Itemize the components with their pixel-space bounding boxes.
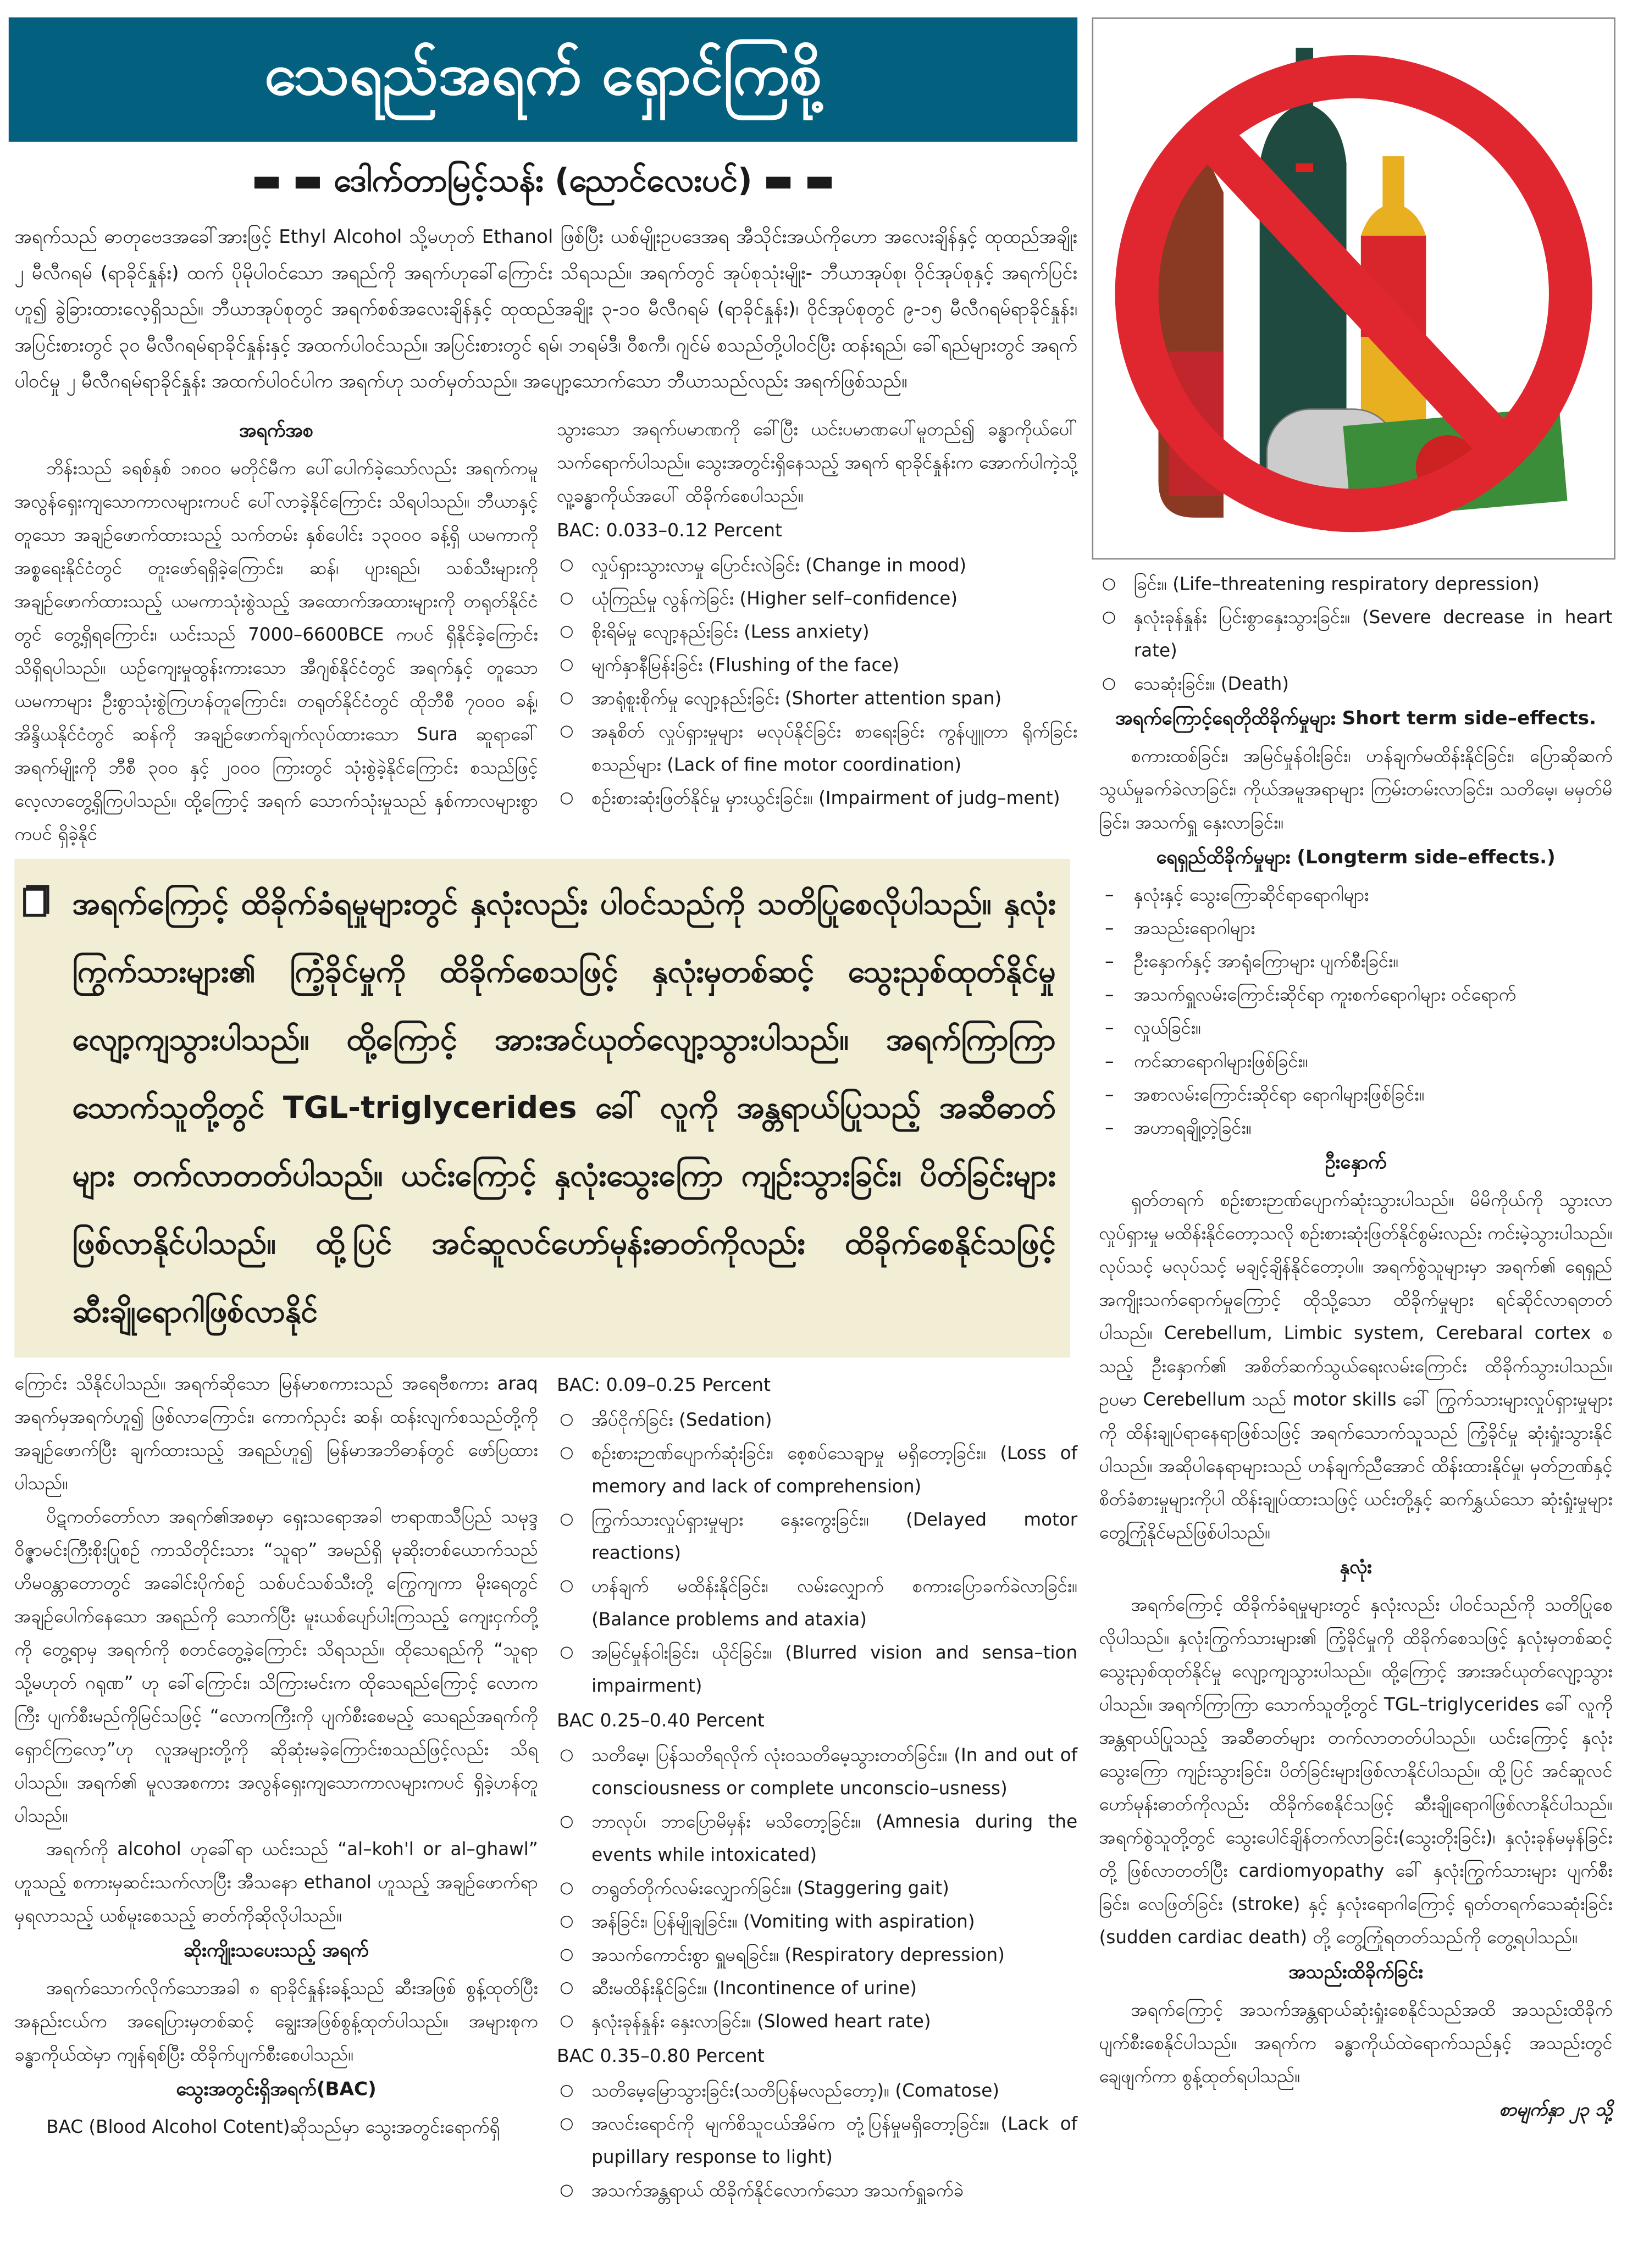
bac-list-continued [1099, 567, 1613, 700]
list-item: ○ တရွတ်တိုက်လမ်းလျှောက်ခြင်း။ (Staggering gait) [591, 1871, 1077, 1905]
column-1-top [14, 412, 538, 850]
list-item: ○ အသက်ကောင်းစွာ ရှူမရခြင်း။ (Respiratory depression) [591, 1938, 1077, 1971]
list-item: ○ နှလုံးခုန်နှုန်း နှေးလာခြင်း။ (Slowed heart rate) [591, 2004, 1077, 2038]
intro-paragraph: အရက်သည် ဓာတုဗေဒအခေါ်အားဖြင့် Ethyl Alcohol သို့မဟုတ် Ethanol ဖြစ်ပြီး ယစ်မျိုးဥပဒေအရ အီသိုင်းအယ်ကိုဟော အလေးချိန်နှင့် ထုထည်အချိုး ၂ မီလီဂရမ် (ရာခိုင်နှုန်း) ထက် ပိုမိုပါဝင်သော အရည်ကို အရက်ဟုခေါ်ကြောင်း သိရသည်။ အရက်တွင် အုပ်စုသုံးမျိုး- ဘီယာအုပ်စု၊ ဝိုင်အုပ်စုနှင့် အရက်ပြင်းဟူ၍ ခွဲခြားထားလေ့ရှိသည်။ ဘီယာအုပ်စုတွင် အရက်စစ်အလေးချိန်နှင့် ထုထည်အချိုး ၃-၁၀ မီလီဂရမ် (ရာခိုင်နှုန်း)၊ ဝိုင်အုပ်စုတွင် ၉-၁၅ မီလီဂရမ်ရာခိုင်နှုန်း၊ အပြင်းစားတွင် ၃၀ မီလီဂရမ်ရာခိုင်နှုန်းနှင့် အထက်ပါဝင်သည်။ အပြင်းစားတွင် ရမ်၊ ဘရမ်ဒီ၊ ဝီစကီ၊ ဂျင်မ် စသည်တို့ပါဝင်ပြီး ထန်းရည်၊ ခေါ်ရည်များတွင် အရက်ပါဝင်မှု ၂ မီလီဂရမ်ရာခိုင်နှုန်း အထက်ပါဝင်ပါက အရက်ဟု သတ်မှတ်သည်။ အပျော့သောက်သော ဘီယာသည်လည်း အရက်ဖြစ်သည်။ [14, 227, 1078, 393]
section-heading: အရက်အစ [239, 420, 314, 443]
section-heading: အရက်ကြောင့်ရေတိုထိခိုက်မှုများ Short term side–effects. [1115, 708, 1597, 730]
longterm-list [1099, 878, 1613, 1144]
paragraph: အရက်ကြောင့် အသက်အန္တရာယ်ဆုံးရှုံးစေနိုင်သည်အထိ အသည်းထိခိုက်ပျက်စီးစေနိုင်ပါသည်။ အရက်က ခန္ဓာကိုယ်ထဲရောက်သည်နှင့် အသည်းတွင် ချေဖျက်ကာ စွန့်ထုတ်ရပါသည်။ [1099, 1998, 1613, 2087]
paragraph: စကားထစ်ခြင်း၊ အမြင်မှုန်ဝါးခြင်း၊ ဟန်ချက်မထိန်းနိုင်ခြင်း၊ ပြောဆိုဆက်သွယ်မှုခက်ခဲလာခြင်း၊ ကိုယ်အမူအရာများ ကြမ်းတမ်းလာခြင်း၊ သတိမေ့၊ မမှတ်မိခြင်း၊ အသက်ရှူ နှေးလာခြင်း။ [1099, 745, 1613, 833]
no-alcohol-sign-icon [1093, 19, 1614, 558]
author-byline: ▬ ▬ ဒေါက်တာမြင့်သန်း (ညောင်လေးပင်) ▬ ▬ [251, 163, 835, 200]
list-item: – အသက်ရှူလမ်းကြောင်းဆိုင်ရာ ကူးစက်ရောဂါများ ဝင်ရောက် [1134, 978, 1613, 1011]
list-item: ○ အမြင်မှုန်ဝါးခြင်း၊ ယိုင်ခြင်း။ (Blurred vision and sensa–tion impairment) [591, 1635, 1077, 1702]
highlight-box [14, 859, 1070, 1358]
bac-heading: BAC 0.35–0.80 Percent [556, 2044, 765, 2066]
top-columns [9, 412, 1077, 850]
bottom-columns [9, 1366, 1077, 2206]
article-title: သေရည်အရက် ရှောင်ကြစို့ [9, 18, 1077, 142]
list-item: ○ သေဆုံးခြင်း။ (Death) [1134, 667, 1613, 700]
column-2-bottom [557, 1366, 1077, 2206]
list-item: ○ အသက်အန္တရာယ် ထိခိုက်နိုင်လောက်သော အသက်ရှူခက်ခဲ [591, 2173, 1077, 2207]
section-heading: ဆိုးကျိုးသပေးသည့် အရက် [184, 1940, 369, 1962]
list-item: – အသည်းရောဂါများ [1134, 911, 1613, 945]
beer-label: BEER [1179, 414, 1196, 453]
paragraph: ဘိန်းသည် ခရစ်နှစ် ၁၈၀၀ မတိုင်မီက ပေါ်ပေါက်ခဲ့သော်လည်း အရက်ကမူ အလွန်ရှေးကျသောကာလများကပင် ပေါ်လာခဲ့နိုင်ကြောင်း သိရပါသည်။ ဘီယာနှင့်တူသော အချဉ်ဖောက်ထားသည့် သက်တမ်း နှစ်ပေါင်း ၁၃၀၀၀ ခန့်ရှိ ယမကာကို အစ္စရေးနိုင်ငံတွင် တူးဖော်ရရှိခဲ့ကြောင်း၊ ဆန်၊ ပျားရည်၊ သစ်သီးများကို အချဉ်ဖောက်ထားသည့် ယမကာသုံးစွဲသည့် အထောက်အထားများကို တရုတ်နိုင်ငံတွင် တွေ့ရှိရကြောင်း၊ ယင်းသည် 7000–6600BCE ကပင် ရှိနိုင်ခဲ့ကြောင်း သိရှိရပါသည်။ ယဉ်ကျေးမှုထွန်းကားသော အီဂျစ်နိုင်ငံတွင် အရက်နှင့် တူသော ယမကာများ ဦးစွာသုံးစွဲကြဟန်တူကြောင်း၊ တရုတ်နိုင်ငံတွင် ထိုဘီစီ ၇၀၀၀ ခန့်၊ အိန္ဒိယနိုင်ငံတွင် ဆန်ကို အချဉ်ဖောက်ချက်လုပ်ထားသော Sura ဆူရာခေါ် အရက်မျိုးကို ဘီစီ ၃၀၀ နှင့် ၂၀၀၀ ကြားတွင် သုံးစွဲခဲ့နိုင်ကြောင်း စသည်ဖြင့် လေ့လာတွေ့ရှိကြပါသည်။ ထို့ကြောင့် အရက် သောက်သုံးမှုသည် နှစ်ကာလများစွာကပင် ရှိခဲ့နိုင် [14, 457, 538, 845]
paragraph: ရှတ်တရက် စဉ်းစားဉာဏ်ပျောက်ဆုံးသွားပါသည်။ မိမိကိုယ်ကို သွားလာလှုပ်ရှားမှု မထိန်းနိုင်တော့သလို စဉ်းစားဆုံးဖြတ်နိုင်စွမ်းလည်း ကင်းမဲ့သွားပါသည်။ လုပ်သင့် မလုပ်သင့် မချင့်ချိန်နိုင်တော့ပါ။ အရက်စွဲသူများမှာ အရက်၏ ရေရှည်အကျိုးသက်ရောက်မှုကြောင့် ထိုသို့သော ထိခိုက်မှုများ ရင်ဆိုင်လာရတတ်ပါသည်။ Cerebellum, Limbic system, Cerebaral cortex စသည့် ဦးနှောက်၏ အစိတ်ဆက်သွယ်ရေးလမ်းကြောင်း ထိခိုက်သွားပါသည်။ ဥပမာ Cerebellum သည် motor skills ခေါ် ကြွက်သားများလှုပ်ရှားမှုများကို ထိန်းချုပ်ရာနေရာဖြစ်သဖြင့် အရက်သောက်သူသည် ကြံ့ခိုင်မှု ဆုံးရှုံးသွားနိုင်ပါသည်။ အဆိုပါနေရာများသည် ဟန်ချက်ညီအောင် ထိန်းထားနိုင်မှု၊ မှတ်ဉာဏ်နှင့် စိတ်ခံစားမှုများကိုပါ ထိန်းချုပ်ထားသဖြင့် ယင်းတို့နှင့် ဆက်နွှယ်သော ဆုံးရှုံးမှုများ တွေ့ကြုံနိုင်မည်ဖြစ်ပါသည်။ [1099, 1188, 1613, 1543]
bac-heading: BAC: 0.09–0.25 Percent [556, 1373, 771, 1396]
paragraph: ကြောင်း သိနိုင်ပါသည်။ အရက်ဆိုသော မြန်မာစကားသည် အရေဗီစကား araq အရက်မှအရက်ဟူ၍ ဖြစ်လာကြောင်း၊ ကောက်ညှင်း ဆန်၊ ထန်းလျက်စသည်တို့ကို အချဉ်ဖောက်ပြီး ချက်ထားသည့် အရည်ဟူ၍ မြန်မာအဘိဓာန်တွင် ဖော်ပြထားပါသည်။ [14, 1372, 538, 1494]
list-item: – နှလုံးနှင့် သွေးကြောဆိုင်ရာရောဂါများ [1134, 878, 1613, 911]
list-item: ○ အိပ်ငိုက်ခြင်း (Sedation) [591, 1402, 1077, 1436]
column-1-bottom [14, 1366, 538, 2206]
section-heading: သွေးအတွင်းရှိအရက်(BAC) [176, 2079, 377, 2101]
intro-section [9, 220, 1077, 401]
paragraph: ပိဋကတ်တော်လာ အရက်၏အစမှာ ရှေးသရောအခါ ဗာရာဏသီပြည် သမုဒ္ဒဝိဇ္ဇာမင်းကြီးစိုးပြုစဉ် ကာသိတိုင်းသား “သူရာ” အမည်ရှိ မုဆိုးတစ်ယောက်သည် ဟိမဝန္တာတောတွင် အခေါင်းပိုက်စဉ် သစ်ပင်သစ်သီးတို့ ကြွေကျကာ မိုးရေတွင် အချဉ်ပေါက်နေသော အရည်ကို သောက်ပြီး မူးယစ်ပျော်ပါးကြသည့် ကျေးငှက်တို့ကို တွေ့ရာမှ အရက်ကို စတင်တွေ့ခဲ့ကြောင်း သိရသည်။ ထိုသေရည်ကို “သူရာ သို့မဟုတ် ဂရုဏ” ဟု ခေါ်ကြောင်း၊ သိကြားမင်းက ထိုသေရည်ကြောင့် လောကကြီး ပျက်စီးမည်ကိုမြင်သဖြင့် “လောကကြီးကို ပျက်စီးစေမည့် သေရည်အရက်ကို ရှောင်ကြလော့”ဟု လူအများတို့ကို ဆိုဆုံးမခဲ့ကြောင်းစသည်ဖြင့်လည်း သိရပါသည်။ အရက်၏ မူလအစကား အလွန်ရှေးကျသောကာလများကပင် ရှိခဲ့ဟန်တူပါသည်။ [14, 1505, 538, 1827]
list-item: ○ ဟန်ချက် မထိန်းနိုင်ခြင်း၊ လမ်းလျှောက် စကားပြောခက်ခဲလာခြင်း။ (Balance problems and ataxia) [591, 1569, 1077, 1635]
list-item: – လှုယ်ခြင်း။ [1134, 1011, 1613, 1044]
paragraph: အရက်ကြောင့် ထိခိုက်ခံရမှုများတွင် နှလုံးလည်း ပါဝင်သည်ကို သတိပြုစေလိုပါသည်။ နှလုံးကြွက်သားများ၏ ကြံ့ခိုင်မှုကို ထိခိုက်စေသဖြင့် နှလုံးမှတစ်ဆင့် သွေးညှစ်ထုတ်နိုင်မှု လျော့ကျသွားပါသည်။ ထို့ကြောင့် အားအင်ယုတ်လျော့သွားပါသည်။ အရက်ကြာကြာ သောက်သူတို့တွင် TGL–triglycerides ခေါ် လူကို အန္တရာယ်ပြုသည့် အဆီဓာတ်များ တက်လာတတ်ပါသည်။ ယင်းကြောင့် နှလုံးသွေးကြော ကျဉ်းသွားခြင်း၊ ပိတ်ခြင်းများဖြစ်လာနိုင်ပါသည်။ ထို့ပြင် အင်ဆူလင် ဟော်မုန်းဓာတ်ကိုလည်း ထိခိုက်စေနိုင်သဖြင့် ဆီးချိုရောဂါဖြစ်လာနိုင်ပါသည်။ အရက်စွဲသူတို့တွင် သွေးပေါင်ချိန်တက်လာခြင်း(သွေးတိုးခြင်း)၊ နှလုံးခုန်မမှန်ခြင်းတို့ ဖြစ်လာတတ်ပြီး cardiomyopathy ခေါ် နှလုံးကြွက်သားများ ပျက်စီးခြင်း၊ လေဖြတ်ခြင်း (stroke) နှင့် နှလုံးရောဂါကြောင့် ရုတ်တရက်သေဆုံးခြင်း (sudden cardiac death) တို့ တွေ့ကြုံရတတ်သည်ကို တွေ့ရပါသည်။ [1099, 1593, 1613, 1948]
bac-list [557, 548, 1077, 814]
list-item: ○ သတိမေ့မြောသွားခြင်း(သတိပြန်မလည်တော့)။ (Comatose) [591, 2073, 1077, 2107]
section-heading: ဦးနှောက် [1325, 1152, 1387, 1174]
section-heading: နှလုံး [1340, 1557, 1372, 1579]
bac-heading: BAC: 0.033–0.12 Percent [556, 519, 783, 541]
bac-list [557, 1738, 1077, 2038]
paragraph: အရက်ကို alcohol ဟုခေါ်ရာ ယင်းသည် “al–koh'l or al–ghawl” ဟူသည့် စကားမှဆင်းသက်လာပြီး အီသနော ethanol ဟူသည့် အချဉ်ဖောက်ရာမှရလာသည့် ယစ်မူးစေသည့် ဓာတ်ကိုဆိုလိုပါသည်။ [14, 1838, 538, 1926]
section-heading: အသည်းထိခိုက်ခြင်း [1288, 1962, 1423, 1984]
list-item: ○ စဉ်းစားဉာဏ်ပျောက်ဆုံးခြင်း၊ စေ့စပ်သေချာမှု မရှိတော့ခြင်း။ (Loss of memory and lack of comprehension) [591, 1436, 1077, 1502]
list-item: ○ သတိမေ့၊ ပြန်သတိရလိုက် လုံးဝသတိမေ့သွားတတ်ခြင်း။ (In and out of consciousness or complete unconscio–usness) [591, 1738, 1077, 1805]
paragraph: သွားသော အရက်ပမာဏကို ခေါ်ပြီး ယင်းပမာဏပေါ်မူတည်၍ ခန္ဓာကိုယ်ပေါ် သက်ရောက်ပါသည်။ သွေးအတွင်းရှိနေသည့် အရက် ရာခိုင်နှုန်းက အောက်ပါကဲ့သို့ လူ့ခန္ဓာကိုယ်အပေါ် ထိခိုက်စေပါသည်။ [556, 418, 1078, 506]
list-item: ○ စိုးရိမ်မှု လျော့နည်းခြင်း (Less anxiety) [591, 614, 1077, 648]
paragraph: အရက်သောက်လိုက်သောအခါ ၈ ရာခိုင်နှုန်းခန့်သည် ဆီးအဖြစ် စွန့်ထုတ်ပြီး အနည်းငယ်က အရေပြားမှတစ်ဆင့် ချွေးအဖြစ်စွန့်ထုတ်ပါသည်။ အများစုက ခန္ဓာကိုယ်ထဲမှာ ကျန်ရစ်ပြီး ထိခိုက်ပျက်စီးစေပါသည်။ [14, 1976, 538, 2065]
bac-heading: BAC 0.25–0.40 Percent [556, 1709, 765, 1731]
list-item: ○ အလင်းရောင်ကို မျက်စိသူငယ်အိမ်က တုံ့ပြန်မှုမရှိတော့ခြင်း။ (Lack of pupillary response to light) [591, 2107, 1077, 2173]
list-item: – ကင်ဆာရောဂါများဖြစ်ခြင်း။ [1134, 1044, 1613, 1078]
list-item: ○ လှုပ်ရှားသွားလာမှု ပြောင်းလဲခြင်း (Change in mood) [591, 548, 1077, 581]
list-item: – အဟာရချို့တဲ့ခြင်း။ [1134, 1111, 1613, 1144]
list-item: ○ နှလုံးခုန်နှုန်း ပြင်းစွာနှေးသွားခြင်း။ (Severe decrease in heart rate) [1134, 600, 1613, 667]
list-item: ○ အန်ခြင်း၊ ပြန်မျိုချခြင်း။ (Vomiting with aspiration) [591, 1904, 1077, 1938]
list-item: ○ ယုံကြည်မှု လွန်ကဲခြင်း (Higher self–confidence) [591, 581, 1077, 615]
section-heading: ရေရှည်ထိခိုက်မှုများ (Longterm side–effects.) [1156, 847, 1556, 869]
list-item: – အစာလမ်းကြောင်းဆိုင်ရာ ရောဂါများဖြစ်ခြင်း။ [1134, 1077, 1613, 1111]
bac-list [557, 2073, 1077, 2206]
list-item: ○ အာရုံစူးစိုက်မှု လျော့နည်းခြင်း (Shorter attention span) [591, 681, 1077, 714]
list-item: ○ အနုစိတ် လှုပ်ရှားမှုများ မလုပ်နိုင်ခြင်း စာရေးခြင်း ကွန်ပျူတာ ရိုက်ခြင်း စသည်များ (Lack of fine motor coordination) [591, 714, 1077, 781]
list-item: ○ ကြွက်သားလှုပ်ရှားမှုများ နှေးကွေးခြင်း။ (Delayed motor reactions) [591, 1502, 1077, 1569]
box-bullet-icon [23, 888, 46, 917]
highlight-text: အရက်ကြောင့် ထိခိုက်ခံရမှုများတွင် နှလုံးလည်း ပါဝင်သည်ကို သတိပြုစေလိုပါသည်။ နှလုံးကြွက်သားများ၏ ကြံ့ခိုင်မှုကို ထိခိုက်စေသဖြင့် နှလုံးမှတစ်ဆင့် သွေးညှစ်ထုတ်နိုင်မှု လျော့ကျသွားပါသည်။ ထို့ကြောင့် အားအင်ယုတ်လျော့သွားပါသည်။ အရက်ကြာကြာ သောက်သူတို့တွင် TGL-triglycerides ခေါ် လူကို အန္တရာယ်ပြုသည့် အဆီဓာတ်များ တက်လာတတ်ပါသည်။ ယင်းကြောင့် နှလုံးသွေးကြော ကျဉ်းသွားခြင်း၊ ပိတ်ခြင်းများဖြစ်လာနိုင်ပါသည်။ ထို့ပြင် အင်ဆူလင်ဟော်မုန်းဓာတ်ကိုလည်း ထိခိုက်စေနိုင်သဖြင့် ဆီးချိုရောဂါဖြစ်လာနိုင် [72, 886, 1056, 1329]
column-2-top [557, 412, 1077, 850]
list-item: ○ စဉ်းစားဆုံးဖြတ်နိုင်မှု မှားယွင်းခြင်း။ (Impairment of judg–ment) [591, 781, 1077, 814]
left-content-area [9, 18, 1077, 2206]
bac-list [557, 1402, 1077, 1702]
paragraph: BAC (Blood Alcohol Cotent)ဆိုသည်မှာ သွေးအတွင်းရောက်ရှိ [46, 2115, 500, 2137]
continued-note: စာမျက်နှာ ၂၃ သို့ [1499, 2098, 1613, 2120]
list-item: – ဦးနှောက်နှင့် အာရုံကြောများ ပျက်စီးခြင်း။ [1134, 944, 1613, 978]
column-3 [1099, 567, 1613, 2125]
list-item: ○ ဆီးမထိန်းနိုင်ခြင်း။ (Incontinence of urine) [591, 1971, 1077, 2004]
list-item: ○ ခြင်း။ (Life–threatening respiratory depression) [1134, 567, 1613, 600]
list-item: ○ မျက်နှာနီမြန်းခြင်း (Flushing of the face) [591, 648, 1077, 681]
no-alcohol-illustration [1092, 18, 1615, 560]
list-item: ○ ဘာလုပ်၊ ဘာပြောမိမှန်း မသိတော့ခြင်း။ (Amnesia during the events while intoxicated) [591, 1805, 1077, 1871]
